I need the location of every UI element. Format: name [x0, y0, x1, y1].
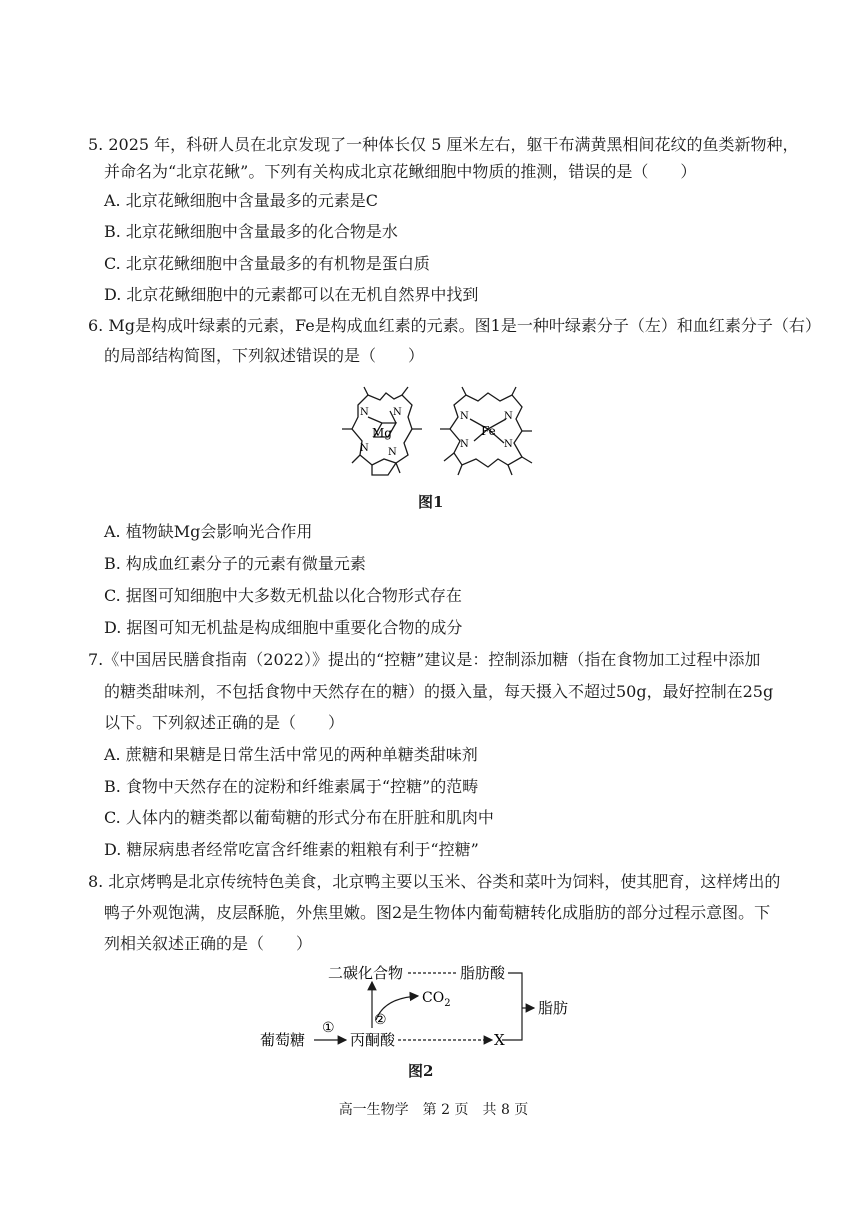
q6-option-b: B. 构成血红素分子的元素有微量元素 [104, 554, 366, 573]
q7-option-d: D. 糖尿病患者经常吃富含纤维素的粗粮有利于“控糖” [104, 840, 479, 859]
glucose-label: 葡萄糖 [260, 1031, 306, 1049]
chl-n-label-4: N [388, 447, 397, 458]
figure-1-caption: 图1 [418, 493, 444, 511]
chl-n-label-3: N [360, 443, 369, 454]
q6-option-a: A. 植物缺Mg会影响光合作用 [104, 522, 313, 541]
heme-n-label-2: N [504, 411, 513, 422]
step-1-label: ① [322, 1020, 335, 1036]
q5-option-b: B. 北京花鳅细胞中含量最多的化合物是水 [104, 222, 398, 241]
q5-option-d: D. 北京花鳅细胞中的元素都可以在无机自然界中找到 [104, 285, 479, 304]
fatty-acid-label: 脂肪酸 [460, 964, 506, 982]
heme-n-label-1: N [460, 411, 469, 422]
q6-stem-line-1: 6. Mg是构成叶绿素的元素，Fe是构成血红素的元素。图1是一种叶绿素分子（左）和血红素分子（右） [88, 316, 821, 335]
q5-option-c: C. 北京花鳅细胞中含量最多的有机物是蛋白质 [104, 254, 430, 273]
q7-stem-line-2: 的糖类甜味剂，不包括食物中天然存在的糖）的摄入量，每天摄入不超过50g，最好控制在25g [104, 682, 774, 701]
q6-option-d: D. 据图可知无机盐是构成细胞中重要化合物的成分 [104, 618, 463, 637]
q8-stem-line-1: 8. 北京烤鸭是北京传统特色美食，北京鸭主要以玉米、谷类和菜叶为饲料，使其肥育，这样烤出的 [88, 872, 781, 891]
co2-label: $CO_2$ [422, 990, 451, 1009]
q7-option-a: A. 蔗糖和果糖是日常生活中常见的两种单糖类甜味剂 [104, 745, 478, 764]
pyruvate-label: 丙酮酸 [350, 1031, 396, 1049]
q7-option-b: B. 食物中天然存在的淀粉和纤维素属于“控糖”的范畴 [104, 777, 479, 796]
q7-option-c: C. 人体内的糖类都以葡萄糖的形式分布在肝脏和肌肉中 [104, 808, 494, 827]
figure-1-molecules [338, 385, 538, 480]
chl-n-label-2: N [393, 407, 402, 418]
heme-n-label-3: N [460, 439, 469, 450]
x-label: X [494, 1031, 505, 1049]
fe-center-label: Fe [481, 424, 496, 438]
q5-option-a: A. 北京花鳅细胞中含量最多的元素是C [104, 191, 378, 210]
figure-2-pathway [258, 958, 588, 1053]
q6-option-c: C. 据图可知细胞中大多数无机盐以化合物形式存在 [104, 586, 462, 605]
bracket [502, 973, 522, 1040]
figure-2-caption: 图2 [408, 1062, 434, 1080]
page-footer: 高一生物学 第 2 页 共 8 页 [338, 1102, 529, 1118]
q5-stem-line-1: 5. 2025 年，科研人员在北京发现了一种体长仅 5 厘米左右，躯干布满黄黑相间花纹的鱼类新物种， [88, 135, 799, 154]
q7-stem-line-3: 以下。下列叙述正确的是（ ） [104, 713, 345, 732]
q8-stem-line-3: 列相关叙述正确的是（ ） [104, 934, 313, 953]
fat-label: 脂肪 [538, 999, 569, 1017]
q8-stem-line-2: 鸭子外观饱满，皮层酥脆，外焦里嫩。图2是生物体内葡萄糖转化成脂肪的部分过程示意图。下 [104, 903, 771, 922]
mg-center-label: Mg [372, 426, 392, 440]
step-2-label: ② [374, 1012, 387, 1028]
two-carbon-label: 二碳化合物 [328, 964, 404, 982]
q6-stem-line-2: 的局部结构简图，下列叙述错误的是（ ） [104, 346, 425, 365]
chl-n-label-1: N [360, 407, 369, 418]
q5-stem-line-2: 并命名为“北京花鳅”。下列有关构成北京花鳅细胞中物质的推测，错误的是（ ） [104, 162, 697, 181]
heme-n-label-4: N [504, 439, 513, 450]
q7-stem-line-1: 7.《中国居民膳食指南（2022）》提出的“控糖”建议是：控制添加糖（指在食物加工过程中添加 [88, 650, 761, 669]
